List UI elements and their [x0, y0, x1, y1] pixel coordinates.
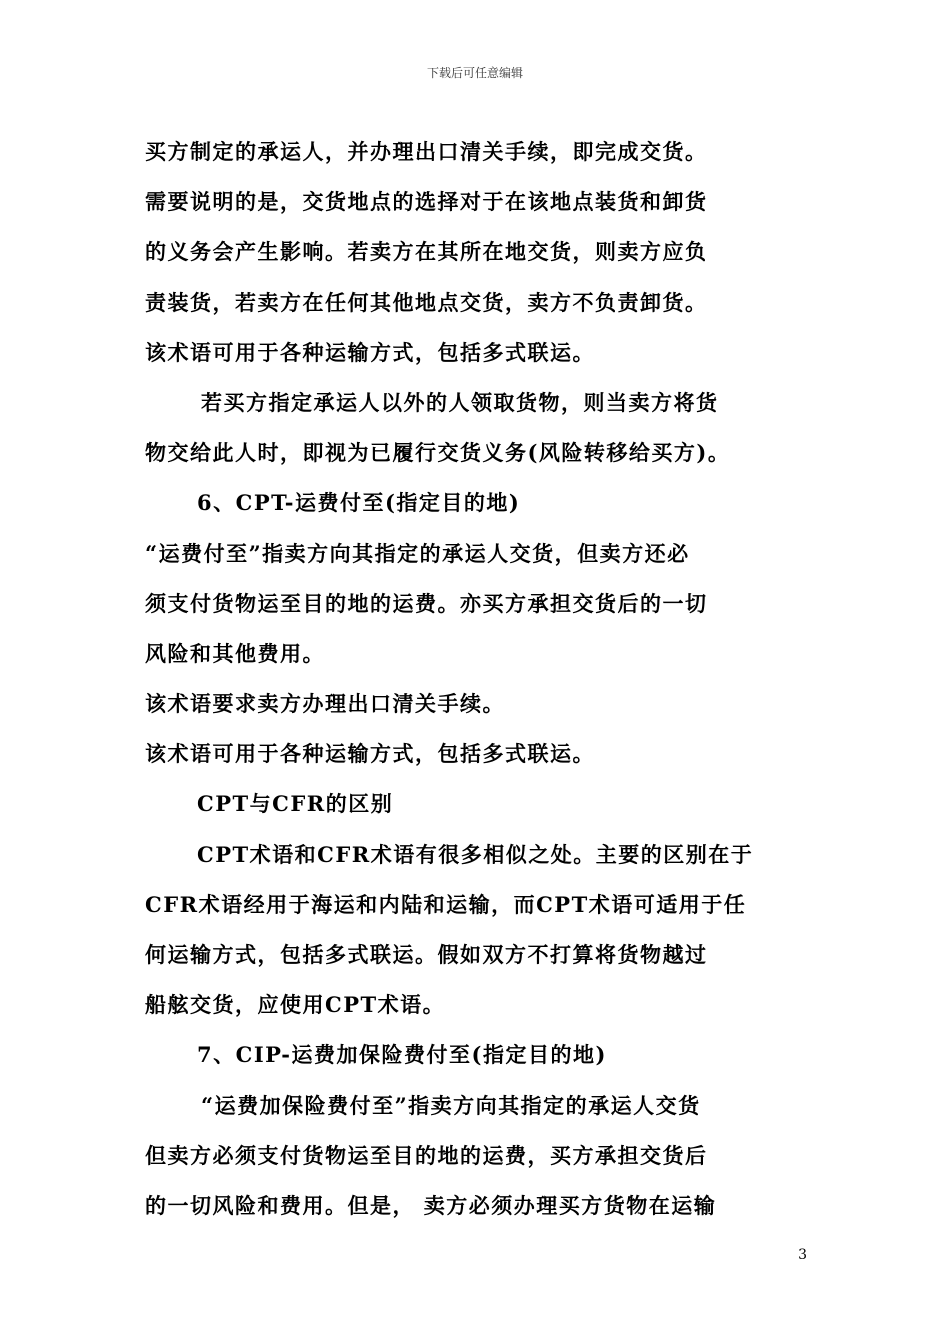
body-line: “运费加保险费付至”指卖方向其指定的承运人交货 [201, 1092, 701, 1118]
subsection-heading: CPT与CFR的区别 [197, 791, 394, 817]
body-line: 该术语要求卖方办理出口清关手续。 [145, 691, 505, 717]
body-line: 该术语可用于各种运输方式，包括多式联运。 [145, 741, 595, 767]
body-line: “运费付至”指卖方向其指定的承运人交货，但卖方还必 [145, 540, 690, 566]
section-heading: 7、CIP-运费加保险费付至(指定目的地) [197, 1042, 607, 1068]
body-line: 船舷交货，应使用CPT术语。 [145, 992, 446, 1018]
body-line: 该术语可用于各种运输方式，包括多式联运。 [145, 339, 595, 365]
document-body [145, 132, 810, 1236]
section-heading: 6、CPT-运费付至(指定目的地) [197, 490, 521, 516]
body-line: 须支付货物运至目的地的运费。亦买方承担交货后的一切 [145, 590, 708, 616]
body-line: 但卖方必须支付货物运至目的地的运费，买方承担交货后 [145, 1142, 708, 1168]
body-line: 的义务会产生影响。若卖方在其所在地交货，则卖方应负 [145, 239, 708, 265]
body-line: 若买方指定承运人以外的人领取货物，则当卖方将货 [201, 389, 719, 415]
body-line: 需要说明的是，交货地点的选择对于在该地点装货和卸货 [145, 189, 708, 215]
body-line: CPT术语和CFR术语有很多相似之处。主要的区别在于 [197, 841, 754, 867]
body-line: 何运输方式，包括多式联运。假如双方不打算将货物越过 [145, 942, 708, 967]
page-header: 下载后可任意编辑 [426, 66, 523, 80]
body-line: CFR术语经用于海运和内陆和运输，而CPT术语可适用于任 [145, 891, 747, 917]
body-line: 买方制定的承运人，并办理出口清关手续，即完成交货。 [145, 139, 708, 164]
body-line: 的一切风险和费用。但是， 卖方必须办理买方货物在运输 [145, 1192, 717, 1218]
body-line: 物交给此人时，即视为已履行交货义务(风险转移给买方)。 [145, 440, 731, 466]
page-number: 3 [798, 1247, 807, 1263]
body-line: 责装货，若卖方在任何其他地点交货，卖方不负责卸货。 [145, 289, 708, 315]
body-line: 风险和其他费用。 [145, 640, 325, 666]
